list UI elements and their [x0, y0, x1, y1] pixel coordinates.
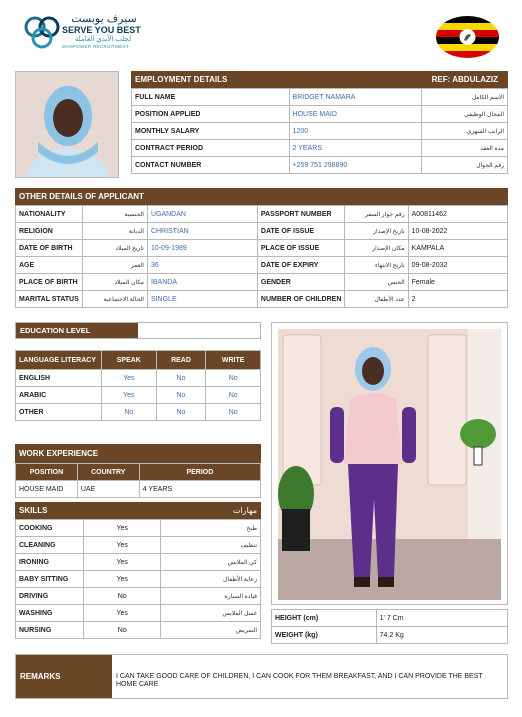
other-details-row	[16, 274, 508, 291]
logo-emblem-icon	[24, 14, 60, 50]
language-read: No	[156, 370, 206, 387]
other-field-arabic: عدد الأطفال	[345, 291, 408, 308]
measurement-row	[272, 627, 508, 644]
employment-details-header	[131, 71, 508, 88]
logo-sub: MANPOWER RECRUITMENT	[62, 44, 129, 49]
other-field-arabic: العمر	[82, 257, 147, 274]
other-field-label: GENDER	[257, 274, 345, 291]
measurement-value: 74.2 Kg	[376, 627, 507, 644]
other-details-title: OTHER DETAILS OF APPLICANT	[19, 192, 144, 201]
skill-row	[16, 605, 261, 622]
employment-row	[132, 89, 508, 106]
other-details-row	[16, 240, 508, 257]
logo-name: SERVE YOU BEST	[62, 25, 141, 35]
skill-row	[16, 622, 261, 639]
skill-name: NURSING	[16, 622, 84, 639]
other-details-row	[16, 257, 508, 274]
language-row	[16, 404, 261, 421]
uganda-flag-icon	[436, 16, 499, 58]
measurement-label: HEIGHT (cm)	[272, 610, 377, 627]
other-field-arabic: الديانة	[82, 223, 147, 240]
work-experience-table	[15, 463, 261, 498]
language-column-header: WRITE	[206, 351, 261, 370]
skill-arabic: قيادة السيارة	[161, 588, 261, 605]
work-position: HOUSE MAID	[16, 481, 78, 498]
other-field-value: UGANDAN	[147, 206, 257, 223]
skill-arabic: طبخ	[161, 520, 261, 537]
other-field-value: Female	[408, 274, 507, 291]
skill-value: Yes	[83, 571, 161, 588]
other-field-arabic: رقم جواز السفر	[345, 206, 408, 223]
other-field-arabic: تاريخ الإصدار	[345, 223, 408, 240]
language-speak: Yes	[101, 387, 156, 404]
language-name: OTHER	[16, 404, 102, 421]
language-name: ARABIC	[16, 387, 102, 404]
skill-row	[16, 554, 261, 571]
other-details-row	[16, 206, 508, 223]
skill-arabic: التمريض	[161, 622, 261, 639]
employment-row	[132, 140, 508, 157]
work-experience-title: WORK EXPERIENCE	[19, 449, 99, 458]
employment-row	[132, 157, 508, 174]
other-field-value: A00811462	[408, 206, 507, 223]
work-period: 4 YEARS	[139, 481, 260, 498]
other-details-row	[16, 291, 508, 308]
other-field-value: 2	[408, 291, 507, 308]
other-field-label: PLACE OF ISSUE	[257, 240, 345, 257]
skill-name: WASHING	[16, 605, 84, 622]
other-field-arabic: الجنس	[345, 274, 408, 291]
employment-field-arabic: الاسم الكامل	[422, 89, 508, 106]
employment-field-value: +259 751 298890	[289, 157, 422, 174]
employment-field-arabic: الراتب الشهري	[422, 123, 508, 140]
other-field-value: IBANDA	[147, 274, 257, 291]
work-column-header: COUNTRY	[77, 464, 139, 481]
skill-name: IRONING	[16, 554, 84, 571]
language-write: No	[206, 404, 261, 421]
company-logo	[24, 12, 154, 52]
skills-title-arabic: مهارات	[232, 506, 257, 515]
other-field-value: 10-09-1989	[147, 240, 257, 257]
employment-field-label: CONTACT NUMBER	[132, 157, 290, 174]
logo-arabic: سيرف يوبست	[71, 13, 137, 25]
skill-arabic: رعاية الأطفال	[161, 571, 261, 588]
language-write: No	[206, 370, 261, 387]
language-read: No	[156, 387, 206, 404]
skill-arabic: تنظيف	[161, 537, 261, 554]
language-literacy-table	[15, 350, 261, 421]
language-speak: No	[101, 404, 156, 421]
employment-field-label: MONTHLY SALARY	[132, 123, 290, 140]
skill-row	[16, 520, 261, 537]
other-field-arabic: الجنسية	[82, 206, 147, 223]
logo-arabic-sub: لجلب الأيدي العاملة	[74, 36, 132, 43]
other-field-arabic: مكان الميلاد	[82, 274, 147, 291]
employment-field-value: BRIDGET NAMARA	[289, 89, 422, 106]
employment-field-arabic: رقم الجوال	[422, 157, 508, 174]
other-field-value: CHRISTIAN	[147, 223, 257, 240]
skill-value: Yes	[83, 537, 161, 554]
other-field-value: SINGLE	[147, 291, 257, 308]
language-row	[16, 387, 261, 404]
remarks-text: I CAN TAKE GOOD CARE OF CHILDREN, I CAN COOK FOR THEM BREAKFAST, AND I CAN PROVIDE THE BEST HOME CARE	[116, 673, 483, 688]
other-field-value: 09-08-2032	[408, 257, 507, 274]
education-level-label: EDUCATION LEVEL	[16, 323, 138, 338]
other-field-arabic: تاريخ الانتهاء	[345, 257, 408, 274]
other-field-label: NATIONALITY	[16, 206, 83, 223]
employment-field-value: 1200	[289, 123, 422, 140]
skill-value: Yes	[83, 520, 161, 537]
employment-field-value: 2 YEARS	[289, 140, 422, 157]
employment-details-table	[131, 88, 508, 174]
measurement-label: WEIGHT (kg)	[272, 627, 377, 644]
language-column-header: LANGUAGE LITERACY	[16, 351, 102, 370]
skill-value: Yes	[83, 605, 161, 622]
skill-name: BABY SITTING	[16, 571, 84, 588]
other-field-label: NUMBER OF CHILDREN	[257, 291, 345, 308]
education-level-value	[138, 323, 260, 338]
language-name: ENGLISH	[16, 370, 102, 387]
skills-table	[15, 519, 261, 639]
work-column-header: PERIOD	[139, 464, 260, 481]
other-field-label: DATE OF EXPIRY	[257, 257, 345, 274]
other-field-value: KAMPALA	[408, 240, 507, 257]
other-field-label: DATE OF BIRTH	[16, 240, 83, 257]
skill-value: No	[83, 588, 161, 605]
skill-value: Yes	[83, 554, 161, 571]
skill-name: DRIVING	[16, 588, 84, 605]
language-speak: Yes	[101, 370, 156, 387]
other-details-header	[15, 188, 508, 205]
other-field-value: 36	[147, 257, 257, 274]
remarks-label: REMARKS	[16, 655, 112, 698]
skills-title: SKILLS	[19, 506, 48, 515]
other-field-label: MARITAL STATUS	[16, 291, 83, 308]
skill-row	[16, 588, 261, 605]
skill-row	[16, 537, 261, 554]
skill-name: CLEANING	[16, 537, 84, 554]
employment-field-arabic: مدة العقد	[422, 140, 508, 157]
employment-field-value: HOUSE MAID	[289, 106, 422, 123]
other-details-row	[16, 223, 508, 240]
language-write: No	[206, 387, 261, 404]
applicant-full-photo	[271, 322, 508, 605]
work-row	[16, 481, 261, 498]
work-experience-header	[15, 444, 261, 463]
skills-header	[15, 502, 261, 519]
language-row	[16, 370, 261, 387]
employment-field-label: FULL NAME	[132, 89, 290, 106]
other-field-arabic: تاريخ الميلاد	[82, 240, 147, 257]
other-details-table	[15, 205, 508, 308]
other-field-label: PASSPORT NUMBER	[257, 206, 345, 223]
employment-details-title: EMPLOYMENT DETAILS	[135, 75, 228, 84]
other-field-label: PLACE OF BIRTH	[16, 274, 83, 291]
measurement-value: 1' 7 Cm	[376, 610, 507, 627]
employment-row	[132, 123, 508, 140]
skill-arabic: كي الملابس	[161, 554, 261, 571]
work-column-header: POSITION	[16, 464, 78, 481]
skill-name: COOKING	[16, 520, 84, 537]
reference-code: REF: ABDULAZIZ	[431, 75, 498, 84]
skill-arabic: غسل الملابس	[161, 605, 261, 622]
other-field-arabic: مكان الإصدار	[345, 240, 408, 257]
measurement-row	[272, 610, 508, 627]
skill-row	[16, 571, 261, 588]
other-field-label: RELIGION	[16, 223, 83, 240]
applicant-portrait	[15, 71, 119, 178]
other-field-label: DATE OF ISSUE	[257, 223, 345, 240]
employment-field-label: CONTRACT PERIOD	[132, 140, 290, 157]
other-field-label: AGE	[16, 257, 83, 274]
language-column-header: READ	[156, 351, 206, 370]
employment-row	[132, 106, 508, 123]
language-column-header: SPEAK	[101, 351, 156, 370]
employment-field-arabic: المجال الوظيفي	[422, 106, 508, 123]
work-header-row	[16, 464, 261, 481]
other-field-arabic: الحالة الاجتماعية	[82, 291, 147, 308]
employment-field-label: POSITION APPLIED	[132, 106, 290, 123]
skill-value: No	[83, 622, 161, 639]
other-field-value: 10-08-2022	[408, 223, 507, 240]
language-read: No	[156, 404, 206, 421]
language-header-row	[16, 351, 261, 370]
work-country: UAE	[77, 481, 139, 498]
measurements-table	[271, 609, 508, 644]
